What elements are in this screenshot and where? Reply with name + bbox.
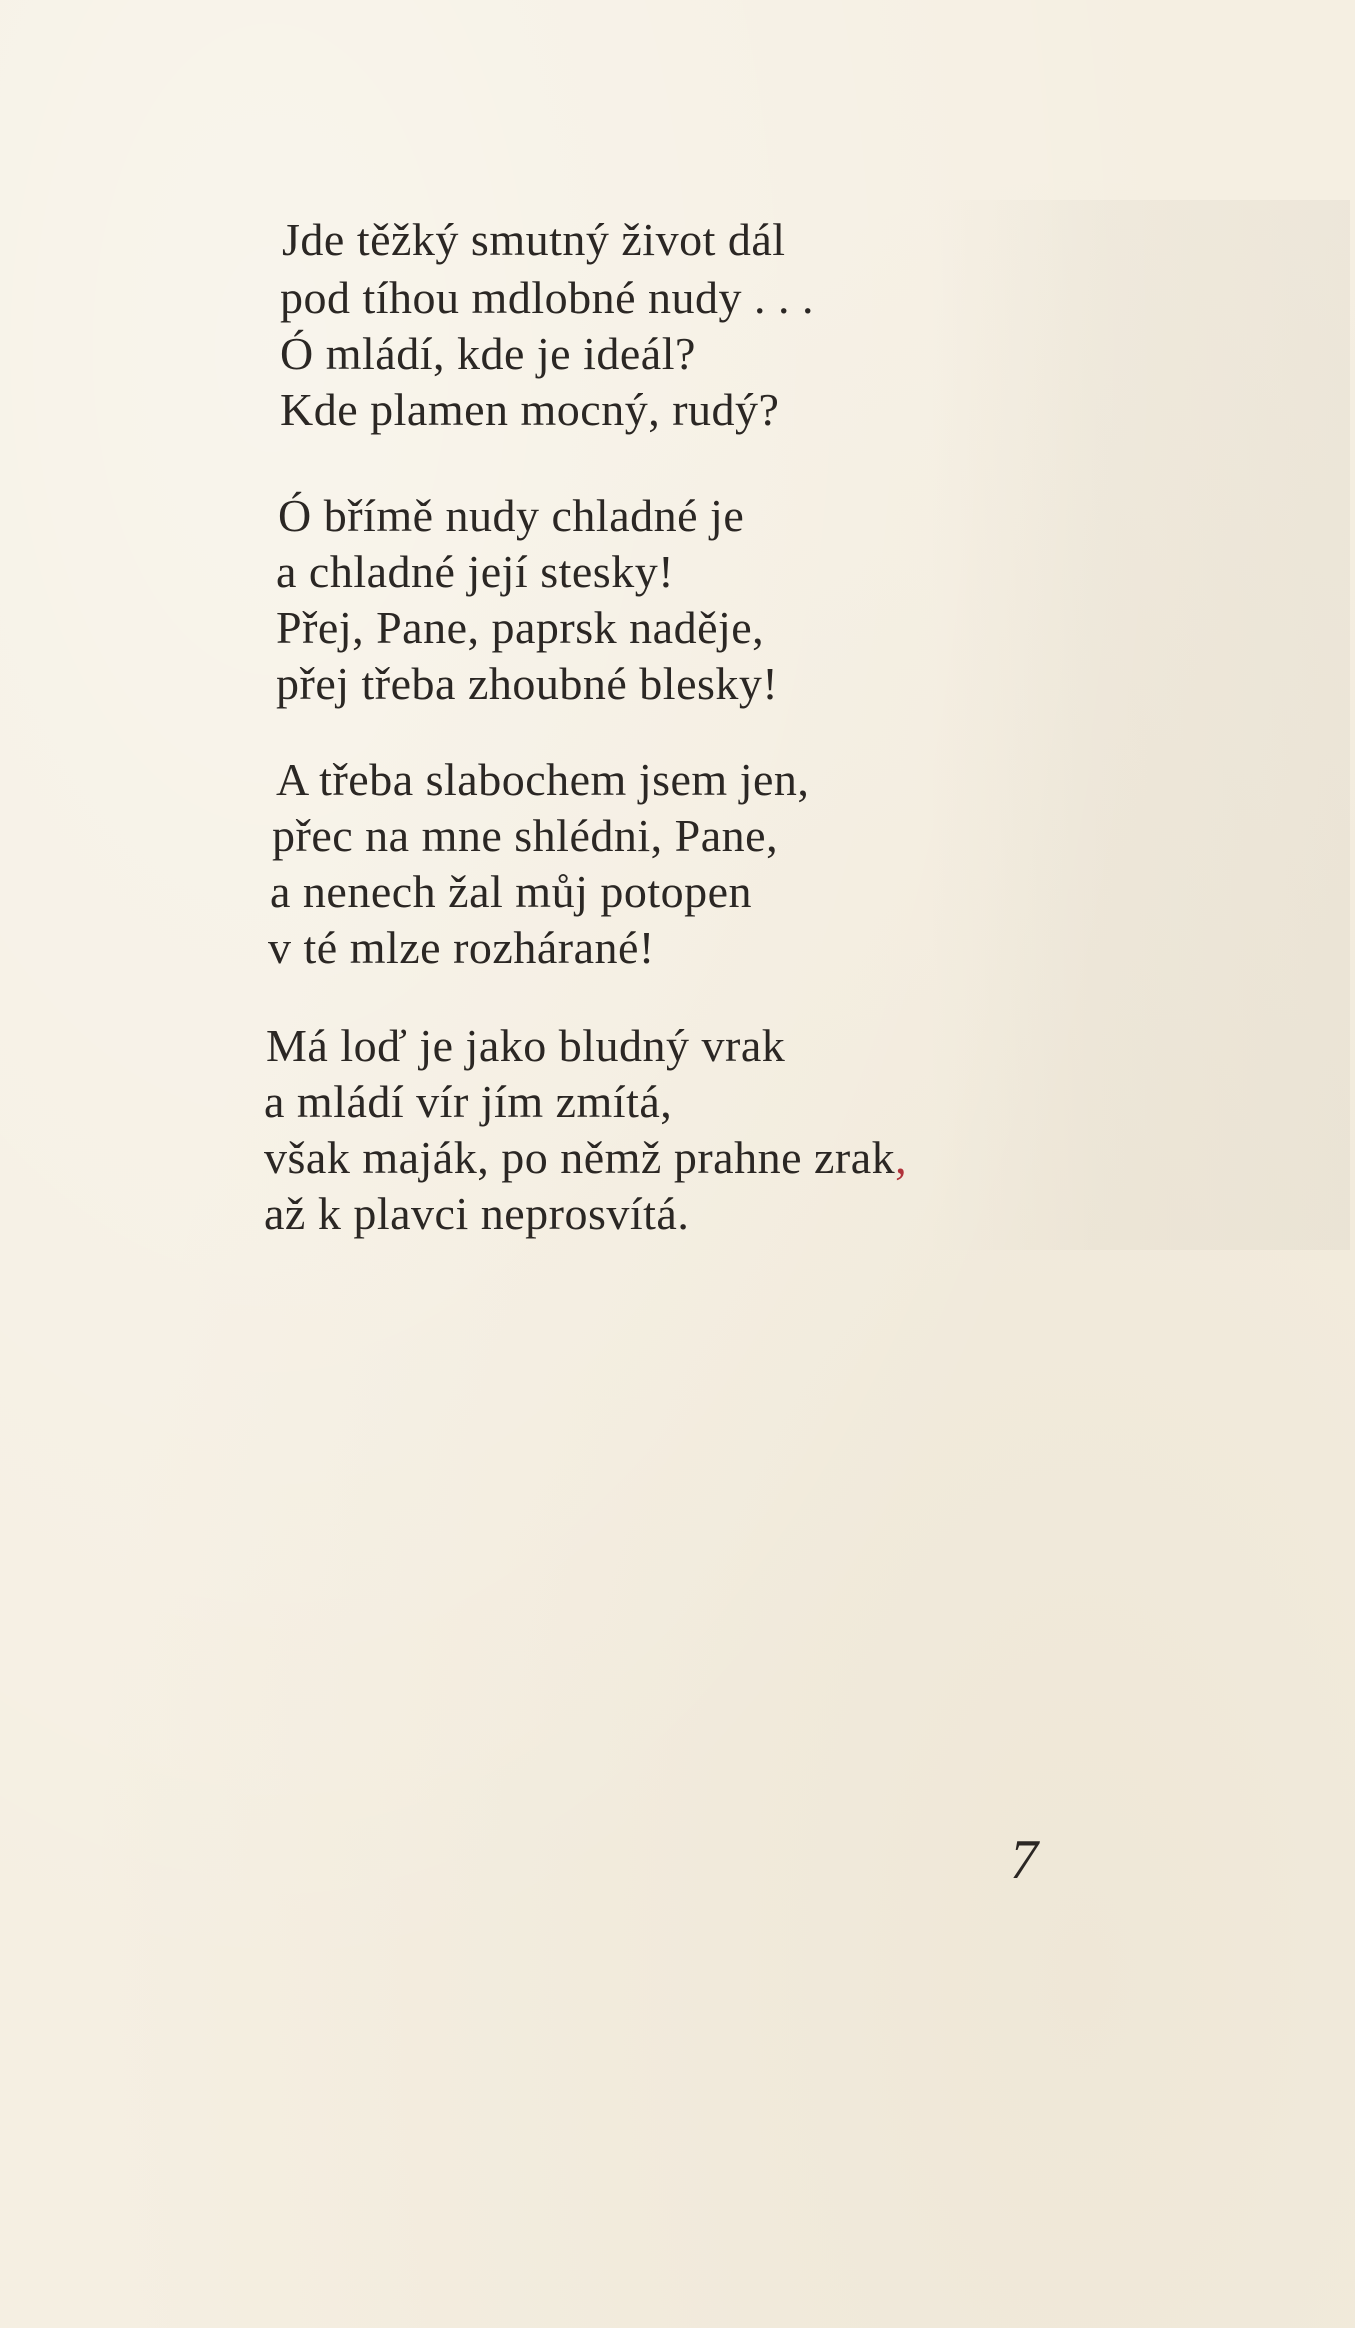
poem-line: přec na mne shlédni, Pane, [272, 810, 779, 861]
poem-line: a mládí vír jím zmítá, [264, 1076, 673, 1127]
poem-line: až k plavci neprosvítá. [264, 1188, 690, 1239]
poem-line: a chladné její stesky! [276, 546, 675, 597]
poem-line: Ó břímě nudy chladné je [278, 490, 745, 541]
poem-line: pod tíhou mdlobné nudy . . . [280, 272, 815, 323]
red-comma: , [895, 1132, 908, 1183]
poem-line: v té mlze rozhárané! [268, 922, 655, 973]
poem-line [264, 1130, 907, 1186]
poem-line: Jde těžký smutný život dál [282, 214, 786, 265]
page-number: 7 [1010, 1829, 1038, 1891]
poem-line: a nenech žal můj potopen [270, 866, 753, 917]
poem-line: A třeba slabochem jsem jen, [276, 754, 810, 805]
poem-line: Ó mládí, kde je ideál? [280, 328, 696, 379]
poem-line-text: však maják, po němž prahne zrak [264, 1132, 896, 1183]
poem-line: Přej, Pane, paprsk naděje, [276, 602, 765, 653]
poem-line: Kde plamen mocný, rudý? [280, 384, 780, 435]
poem-line: Má loď je jako bludný vrak [266, 1020, 786, 1071]
show-through-shadow [930, 200, 1350, 1250]
poem-line: přej třeba zhoubné blesky! [276, 658, 779, 709]
